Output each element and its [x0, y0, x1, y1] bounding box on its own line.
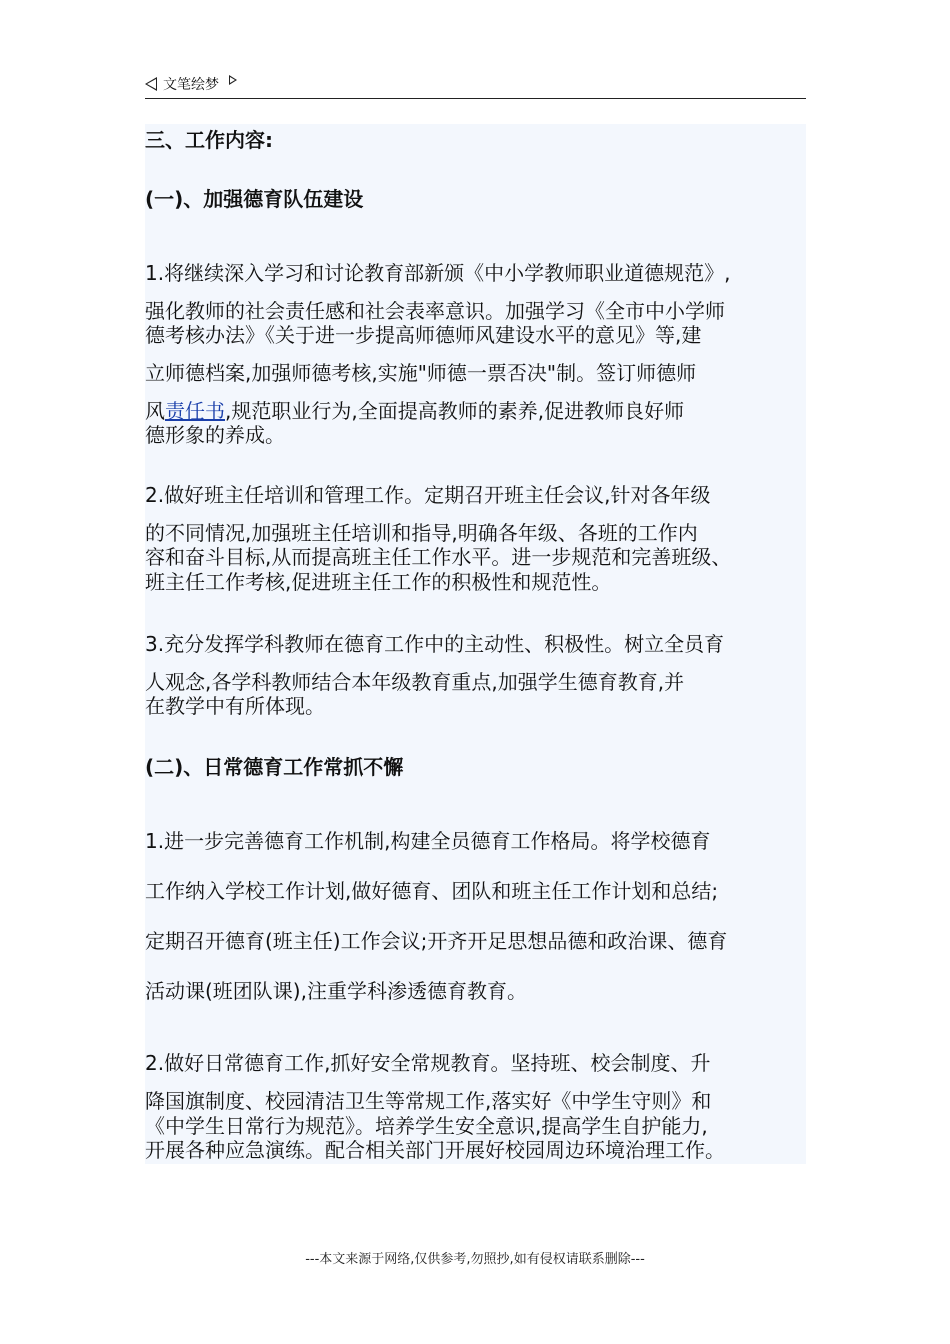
paragraph-line — [145, 399, 684, 423]
paragraph-line: 强化教师的社会责任感和社会表率意识。加强学习《全市中小学师 — [145, 299, 725, 323]
paragraph-line: 德考核办法》《关于进一步提高师德师风建设水平的意见》等,建 — [145, 323, 702, 347]
paragraph-line: 《中学生日常行为规范》。培养学生安全意识,提高学生自护能力, — [145, 1114, 708, 1138]
text-fragment: ,规范职业行为,全面提高教师的素养,促进教师良好师 — [225, 399, 685, 423]
header-title: 文笔绘梦 — [163, 77, 219, 93]
text-fragment: 风 — [145, 399, 165, 423]
paragraph-line: 2.做好日常德育工作,抓好安全常规教育。坚持班、校会制度、升 — [145, 1051, 711, 1075]
paragraph-line: 2.做好班主任培训和管理工作。定期召开班主任会议,针对各年级 — [145, 483, 711, 507]
triangle-right-icon — [229, 75, 237, 85]
page-header — [145, 70, 806, 99]
paragraph-line: 活动课(班团队课),注重学科渗透德育教育。 — [145, 979, 527, 1003]
paragraph-line: 开展各种应急演练。配合相关部门开展好校园周边环境治理工作。 — [145, 1138, 725, 1162]
paragraph-line: 的不同情况,加强班主任培训和指导,明确各年级、各班的工作内 — [145, 521, 698, 545]
paragraph-line: 在教学中有所体现。 — [145, 694, 325, 718]
subsection-heading-1: (一)、加强德育队伍建设 — [145, 187, 364, 211]
paragraph-line: 1.进一步完善德育工作机制,构建全员德育工作格局。将学校德育 — [145, 829, 711, 853]
responsibility-link[interactable]: 责任书 — [165, 399, 225, 423]
paragraph-line: 班主任工作考核,促进班主任工作的积极性和规范性。 — [145, 570, 612, 594]
paragraph-line: 降国旗制度、校园清洁卫生等常规工作,落实好《中学生守则》和 — [145, 1089, 712, 1113]
paragraph-line: 工作纳入学校工作计划,做好德育、团队和班主任工作计划和总结; — [145, 879, 719, 903]
paragraph-line: 德形象的养成。 — [145, 423, 285, 447]
paragraph-line: 3.充分发挥学科教师在德育工作中的主动性、积极性。树立全员育 — [145, 632, 725, 656]
paragraph-line: 立师德档案,加强师德考核,实施"师德一票否决"制。签订师德师 — [145, 361, 697, 385]
section-title: 三、工作内容: — [145, 128, 273, 152]
triangle-left-icon — [145, 77, 157, 91]
paragraph-line: 定期召开德育(班主任)工作会议;开齐开足思想品德和政治课、德育 — [145, 929, 728, 953]
paragraph-line: 人观念,各学科教师结合本年级教育重点,加强学生德育教育,并 — [145, 670, 685, 694]
footer-disclaimer: ---本文来源于网络,仅供参考,勿照抄,如有侵权请联系删除--- — [305, 1252, 645, 1267]
subsection-heading-2: (二)、日常德育工作常抓不懈 — [145, 755, 404, 779]
paragraph-line: 1.将继续深入学习和讨论教育部新颁《中小学教师职业道德规范》, — [145, 261, 731, 285]
paragraph-line: 容和奋斗目标,从而提高班主任工作水平。进一步规范和完善班级、 — [145, 545, 732, 569]
document-body — [145, 124, 806, 1164]
